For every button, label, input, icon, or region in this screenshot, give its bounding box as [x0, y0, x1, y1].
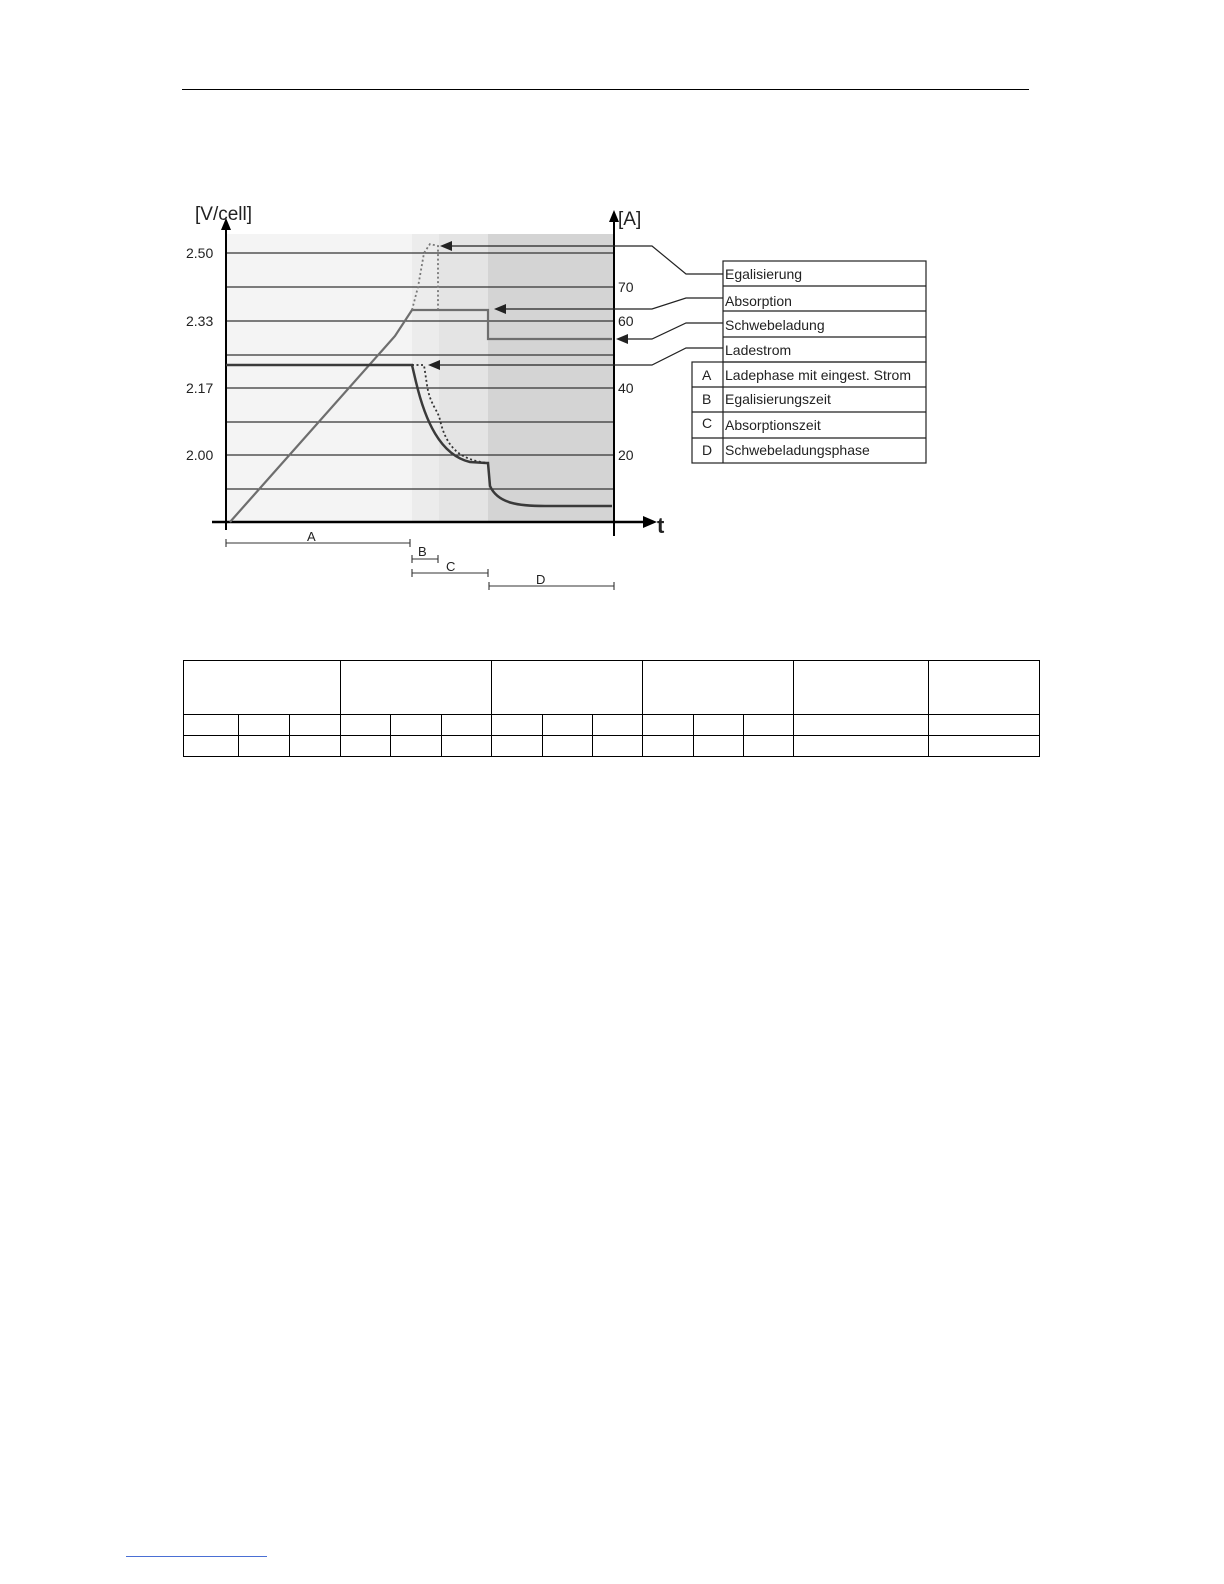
table-cell — [643, 715, 694, 736]
table-cell — [794, 715, 929, 736]
legend-item-ladestrom: Ladestrom — [725, 342, 792, 358]
table-cell — [694, 715, 744, 736]
phase-b-label: B — [418, 544, 427, 559]
right-tick-label: 60 — [618, 313, 634, 329]
table-cell — [543, 736, 593, 757]
legend-key-c: C — [702, 415, 713, 431]
right-axis-title: [A] — [618, 209, 642, 230]
right-tick-label: 20 — [618, 447, 634, 463]
phase-a-label: A — [307, 529, 316, 544]
legend-key-d: D — [702, 442, 713, 458]
table-header-cell — [643, 661, 794, 715]
right-tick-label: 40 — [618, 380, 634, 396]
legend-item-schwebeladung: Schwebeladung — [725, 317, 825, 333]
left-tick-label: 2.00 — [186, 447, 214, 463]
table-row — [184, 736, 1040, 757]
table-header-cell — [929, 661, 1040, 715]
table-cell — [744, 715, 794, 736]
left-axis-title: [V/cell] — [195, 204, 253, 225]
legend-item-absorption: Absorption — [725, 293, 792, 309]
table-header-cell — [492, 661, 643, 715]
table-cell — [442, 715, 492, 736]
legend-item-phase-c: Absorptionszeit — [725, 417, 821, 433]
table-cell — [543, 715, 593, 736]
table-header-cell — [341, 661, 492, 715]
table-cell — [239, 736, 290, 757]
pointer-arrowhead — [616, 334, 628, 344]
table-cell — [929, 715, 1040, 736]
phase-d-background — [488, 234, 614, 522]
table-cell — [694, 736, 744, 757]
left-tick-label: 2.33 — [186, 313, 214, 329]
phase-a-background — [226, 234, 412, 522]
table-cell — [290, 715, 341, 736]
time-axis-arrow — [643, 516, 657, 528]
legend-item-phase-a: Ladephase mit eingest. Strom — [725, 367, 911, 383]
table-header-cell — [184, 661, 341, 715]
phase-c-label: C — [446, 559, 456, 574]
table-cell — [929, 736, 1040, 757]
time-axis-label: t — [657, 513, 665, 538]
table-cell — [184, 715, 239, 736]
table-cell — [239, 715, 290, 736]
table-cell — [744, 736, 794, 757]
settings-table — [183, 660, 1040, 757]
table-cell — [492, 736, 543, 757]
charging-curve-chart — [0, 0, 1224, 600]
left-tick-label: 2.17 — [186, 380, 214, 396]
table-cell — [391, 736, 442, 757]
table-cell — [794, 736, 929, 757]
left-tick-label: 2.50 — [186, 245, 214, 261]
legend-item-egalisierung: Egalisierung — [725, 266, 803, 282]
phase-c-background — [439, 234, 488, 522]
legend-item-phase-d: Schwebeladungsphase — [725, 442, 870, 458]
table-cell — [184, 736, 239, 757]
table-cell — [442, 736, 492, 757]
footnote-rule — [126, 1556, 267, 1557]
right-tick-label: 70 — [618, 279, 634, 295]
table-header-row — [184, 661, 1040, 715]
legend-key-b: B — [702, 391, 712, 407]
table-header-cell — [794, 661, 929, 715]
table-cell — [492, 715, 543, 736]
pointer-schwebeladung — [628, 323, 723, 339]
legend-key-a: A — [702, 367, 712, 383]
table-cell — [341, 715, 391, 736]
phase-d-label: D — [536, 572, 546, 587]
table-row — [184, 715, 1040, 736]
table-cell — [391, 715, 442, 736]
table-cell — [341, 736, 391, 757]
table-cell — [593, 715, 643, 736]
table-cell — [290, 736, 341, 757]
table-cell — [643, 736, 694, 757]
table-cell — [593, 736, 643, 757]
legend-item-phase-b: Egalisierungszeit — [725, 391, 831, 407]
